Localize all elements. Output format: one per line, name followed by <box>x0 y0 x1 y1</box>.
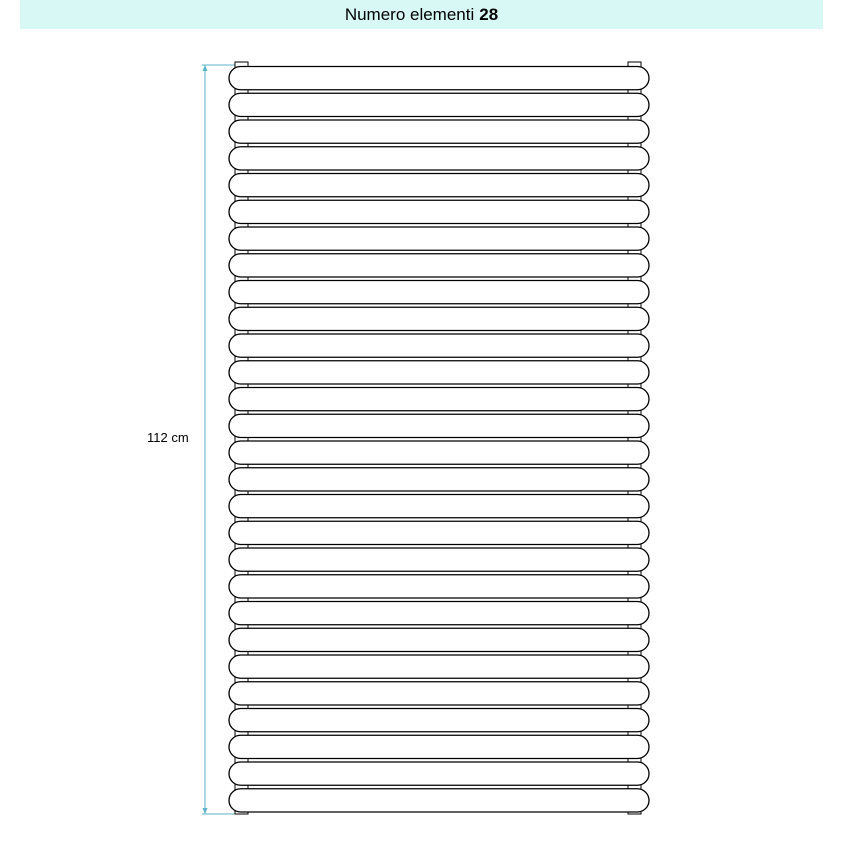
height-dimension-label: 112 cm <box>147 430 189 445</box>
radiator-tube <box>229 468 649 491</box>
element-count: 28 <box>479 4 499 24</box>
radiator-tube <box>229 575 649 598</box>
radiator-tube <box>229 254 649 277</box>
radiator-tube <box>229 602 649 625</box>
radiator-tube <box>229 281 649 304</box>
radiator-tube <box>229 388 649 411</box>
radiator-tube <box>229 495 649 518</box>
radiator-tube <box>229 548 649 571</box>
radiator-tube <box>229 655 649 678</box>
dimension-arrow-bottom <box>203 808 208 814</box>
radiator-tube <box>229 521 649 544</box>
header-label: Numero elementi <box>344 4 475 24</box>
radiator-tube <box>229 334 649 357</box>
radiator-tubes <box>229 62 649 814</box>
radiator-tube <box>229 762 649 785</box>
radiator-tube <box>229 789 649 812</box>
radiator-tube <box>229 200 649 223</box>
radiator-tube <box>229 227 649 250</box>
radiator-tube <box>229 67 649 90</box>
dimension-arrow-top <box>203 65 208 71</box>
radiator-tube <box>229 414 649 437</box>
radiator-tube <box>229 682 649 705</box>
radiator-tube <box>229 307 649 330</box>
height-dimension-line <box>202 65 236 814</box>
radiator-tube <box>229 147 649 170</box>
radiator-tube <box>229 93 649 116</box>
radiator-tube <box>229 174 649 197</box>
radiator-tube <box>229 628 649 651</box>
radiator-tube <box>229 361 649 384</box>
radiator-tube <box>229 120 649 143</box>
radiator-tube <box>229 709 649 732</box>
radiator-tube <box>229 441 649 464</box>
radiator-tube <box>229 735 649 758</box>
